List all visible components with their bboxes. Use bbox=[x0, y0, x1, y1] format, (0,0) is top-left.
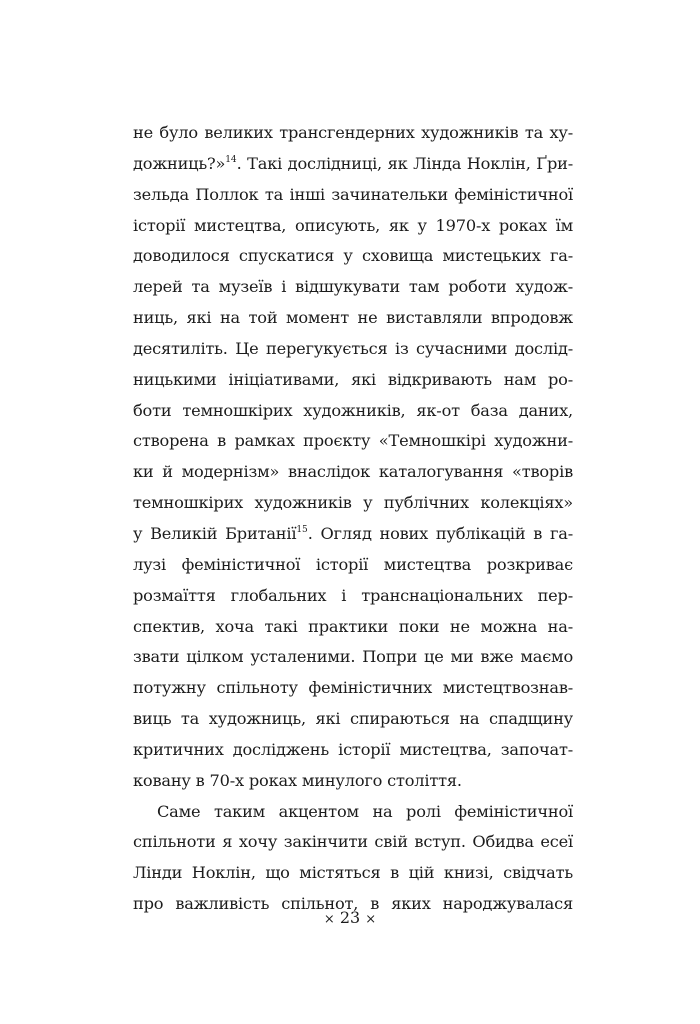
text-line-content: історії мистецтва, описують, як у 1970-х роках їм bbox=[133, 215, 573, 235]
text-line-content: виць та художниць, які спираються на спадщину bbox=[133, 709, 573, 729]
text-line bbox=[133, 858, 573, 889]
page-number: 23 bbox=[339, 908, 361, 927]
text-line-content: звати цілком усталеними. Попри це ми вже маємо bbox=[133, 647, 573, 667]
text-line-content: Саме таким акцентом на ролі феміністичної bbox=[157, 801, 573, 821]
text-line bbox=[133, 118, 573, 149]
text-line-content: у Великій Британії bbox=[133, 523, 297, 543]
text-line bbox=[133, 396, 573, 427]
text-line-content: ниць, які на той момент не виставляли впродовж bbox=[133, 308, 573, 328]
text-line-content: критичних досліджень історії мистецтва, започат- bbox=[133, 739, 573, 759]
text-line-content: спільноти я хочу закінчити свій вступ. Обидва есеї bbox=[133, 832, 573, 852]
body-text bbox=[133, 118, 573, 920]
text-line bbox=[133, 488, 573, 519]
text-line-content: боти темношкірих художників, як-от база даних, bbox=[133, 400, 573, 420]
text-line-content: ковану в 70-х роках минулого століття. bbox=[133, 770, 462, 790]
text-line-content: лерей та музеїв і відшукувати там роботи худож- bbox=[133, 277, 573, 297]
text-line bbox=[133, 550, 573, 581]
text-line-content: створена в рамках проєкту «Темношкірі художни- bbox=[133, 431, 573, 451]
text-line bbox=[133, 581, 573, 612]
text-line bbox=[133, 365, 573, 396]
text-line bbox=[133, 272, 573, 303]
text-line-content: . Огляд нових публікацій в га- bbox=[307, 523, 573, 543]
text-line-content: спектив, хоча такі практики поки не можна на- bbox=[133, 616, 573, 636]
folio-ornament-left: × bbox=[323, 912, 335, 927]
text-line-content: ки й модернізм» внаслідок каталогування «творів bbox=[133, 462, 573, 482]
text-line bbox=[133, 704, 573, 735]
text-line bbox=[133, 241, 573, 272]
text-line bbox=[133, 735, 573, 766]
text-line bbox=[133, 457, 573, 488]
text-line-content: потужну спільноту феміністичних мистецтвознав- bbox=[133, 678, 573, 698]
text-line-content: розмаїття глобальних і транснаціональних пер- bbox=[133, 585, 573, 605]
text-line-content: Лінди Ноклін, що містяться в цій книзі, свідчать bbox=[133, 863, 573, 883]
footnote-marker[interactable]: 15 bbox=[296, 524, 308, 535]
text-line bbox=[133, 180, 573, 211]
text-line bbox=[133, 519, 573, 550]
text-line-content: десятиліть. Це перегукується із сучасними дослід- bbox=[133, 338, 573, 358]
text-line-content: ницькими ініціативами, які відкривають нам ро- bbox=[133, 369, 573, 389]
text-line bbox=[133, 334, 573, 365]
text-line-content: не було великих трансгендерних художників та ху- bbox=[133, 123, 573, 142]
text-line-content: доводилося спускатися у сховища мистецьких га- bbox=[133, 246, 573, 266]
text-line-content: про важливість спільнот, в яких народжувалася bbox=[133, 894, 573, 914]
text-line bbox=[133, 303, 573, 334]
text-line-content: лузі феміністичної історії мистецтва розкриває bbox=[133, 554, 573, 574]
page-number-footer bbox=[0, 906, 700, 932]
text-line bbox=[133, 149, 573, 180]
text-line bbox=[133, 642, 573, 673]
text-line bbox=[133, 612, 573, 643]
footnote-marker[interactable]: 14 bbox=[225, 154, 237, 165]
text-line bbox=[133, 211, 573, 242]
text-line bbox=[133, 426, 573, 457]
text-line bbox=[133, 673, 573, 704]
paragraph-last-line bbox=[133, 766, 573, 797]
text-line bbox=[133, 827, 573, 858]
text-line-content: дожниць?» bbox=[133, 153, 226, 173]
folio-ornament-right: × bbox=[365, 912, 377, 927]
text-line-content: зельда Поллок та інші зачинательки феміністичної bbox=[133, 184, 573, 204]
text-line-content: темношкірих художників у публічних колекціях» bbox=[133, 493, 573, 513]
paragraph-first-line bbox=[133, 797, 573, 828]
text-line-content: . Такі дослідниці, як Лінда Ноклін, Ґри- bbox=[236, 153, 573, 173]
